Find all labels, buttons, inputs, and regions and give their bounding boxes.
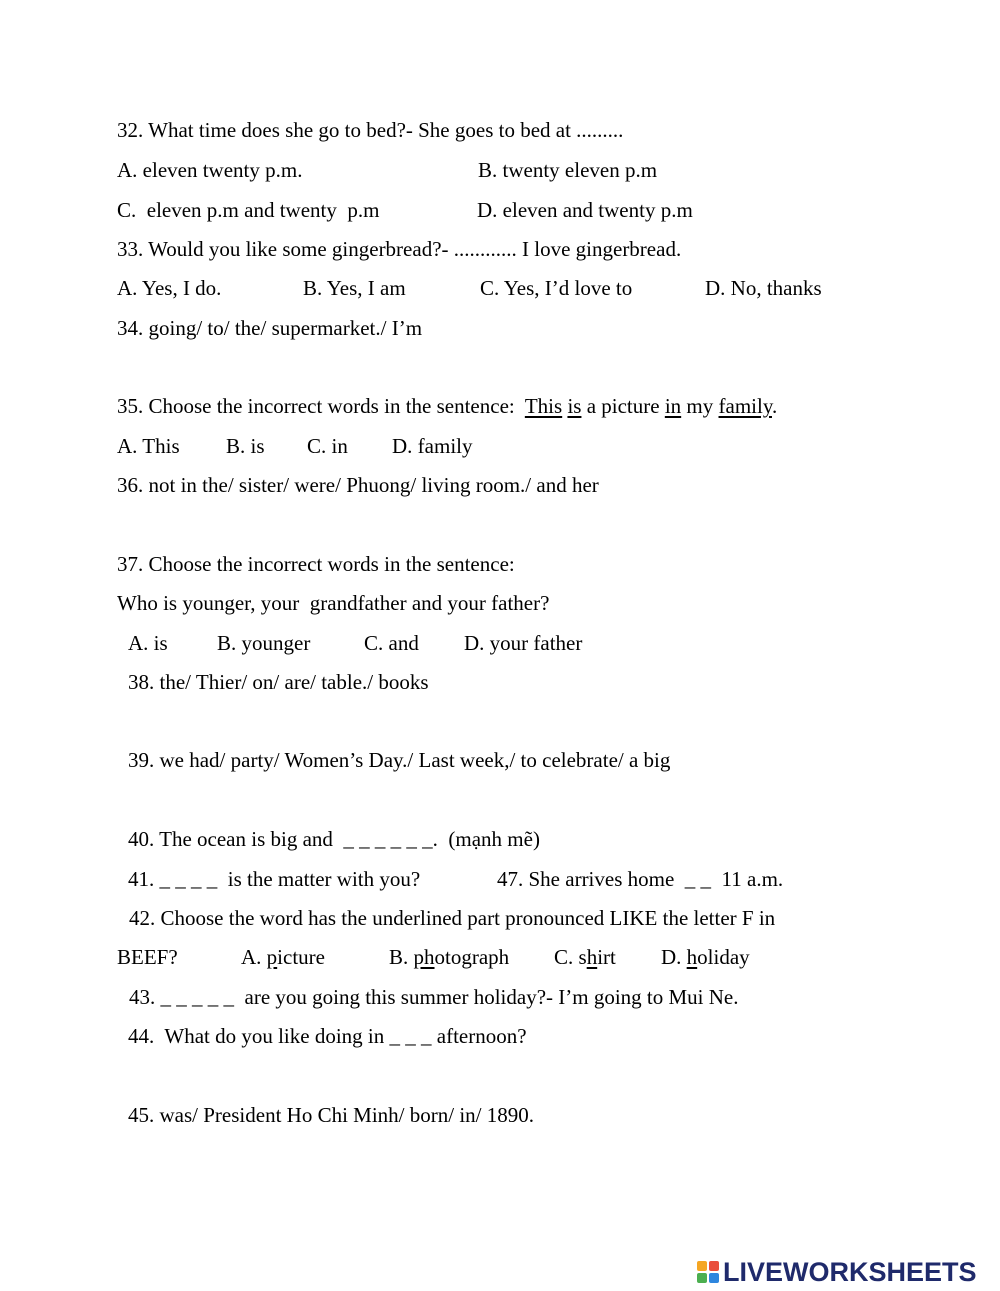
q42-b-text: B.: [389, 945, 414, 969]
q33-option-a: A. Yes, I do.: [117, 276, 222, 300]
q33-option-d: D. No, thanks: [705, 276, 822, 300]
q42-c-text: C. s: [554, 945, 587, 969]
q33-option-c: C. Yes, I’d love to: [480, 276, 633, 300]
q37-option-a: A. is: [128, 631, 168, 655]
q42-option-c: [554, 945, 616, 969]
question-36: 36. not in the/ sister/ were/ Phuong/ living room./ and her: [117, 473, 599, 497]
q42-tail: BEEF?: [117, 945, 178, 969]
q35-underlined-in: in: [664, 394, 682, 418]
question-32: 32. What time does she go to bed?- She goes to bed at .........: [117, 118, 624, 142]
q35-underlined-is: is: [567, 394, 582, 418]
question-42: 42. Choose the word has the underlined part pronounced LIKE the letter F in: [129, 906, 776, 930]
q35-text: .: [771, 394, 778, 418]
question-44: 44. What do you like doing in _ _ _ afternoon?: [128, 1024, 527, 1048]
q33-option-b: B. Yes, I am: [303, 276, 406, 300]
q42-d-underlined: h: [686, 945, 698, 969]
question-35: [117, 394, 777, 418]
q32-option-b: B. twenty eleven p.m: [478, 158, 658, 182]
q37-option-d: D. your father: [464, 631, 583, 655]
q32-option-c: C. eleven p.m and twenty p.m: [117, 198, 380, 222]
question-34: 34. going/ to/ the/ supermarket./ I’m: [117, 316, 423, 340]
q42-option-a: [241, 945, 325, 969]
q35-option-a: A. This: [117, 434, 180, 458]
q35-text: a picture: [581, 394, 665, 418]
liveworksheets-logo-icon: [697, 1261, 719, 1283]
question-47: 47. She arrives home _ _ 11 a.m.: [497, 867, 784, 891]
q42-option-b: [389, 945, 509, 969]
q35-text: my: [681, 394, 719, 418]
q35-underlined-family: family: [718, 394, 772, 418]
question-33: 33. Would you like some gingerbread?- ............ I love gingerbread.: [117, 237, 682, 261]
q35-option-d: D. family: [392, 434, 473, 458]
q35-prefix: 35. Choose the incorrect words in the sentence:: [117, 394, 525, 418]
q42-d-text: D.: [661, 945, 687, 969]
q32-option-d: D. eleven and twenty p.m: [477, 198, 693, 222]
question-41: 41. _ _ _ _ is the matter with you?: [128, 867, 421, 891]
liveworksheets-logo: [697, 1257, 977, 1287]
q35-option-c: C. in: [307, 434, 348, 458]
question-37: 37. Choose the incorrect words in the sentence:: [117, 552, 515, 576]
q42-d-text: oliday: [697, 945, 750, 969]
q42-c-text: irt: [597, 945, 616, 969]
q35-underlined-this: This: [524, 394, 563, 418]
q42-a-text: icture: [277, 945, 325, 969]
question-38: 38. the/ Thier/ on/ are/ table./ books: [128, 670, 429, 694]
q37-option-b: B. younger: [217, 631, 311, 655]
q35-option-b: B. is: [226, 434, 265, 458]
q42-b-text: otograph: [434, 945, 510, 969]
q37-sentence: Who is younger, your grandfather and your father?: [117, 591, 550, 615]
q42-c-underlined: h: [586, 945, 598, 969]
question-43: 43. _ _ _ _ _ are you going this summer holiday?- I’m going to Mui Ne.: [129, 985, 739, 1009]
question-40: 40. The ocean is big and _ _ _ _ _ _. (mạnh mẽ): [128, 827, 540, 851]
q42-option-d: [661, 945, 750, 969]
q32-option-a: A. eleven twenty p.m.: [117, 158, 303, 182]
q42-a-text: A.: [241, 945, 267, 969]
q42-a-underlined: p: [266, 945, 278, 969]
q42-b-underlined: ph: [413, 945, 435, 969]
q37-option-c: C. and: [364, 631, 419, 655]
liveworksheets-logo-text: LIVEWORKSHEETS: [723, 1256, 977, 1287]
question-39: 39. we had/ party/ Women’s Day./ Last week,/ to celebrate/ a big: [128, 748, 671, 772]
question-45: 45. was/ President Ho Chi Minh/ born/ in/ 1890.: [128, 1103, 534, 1127]
